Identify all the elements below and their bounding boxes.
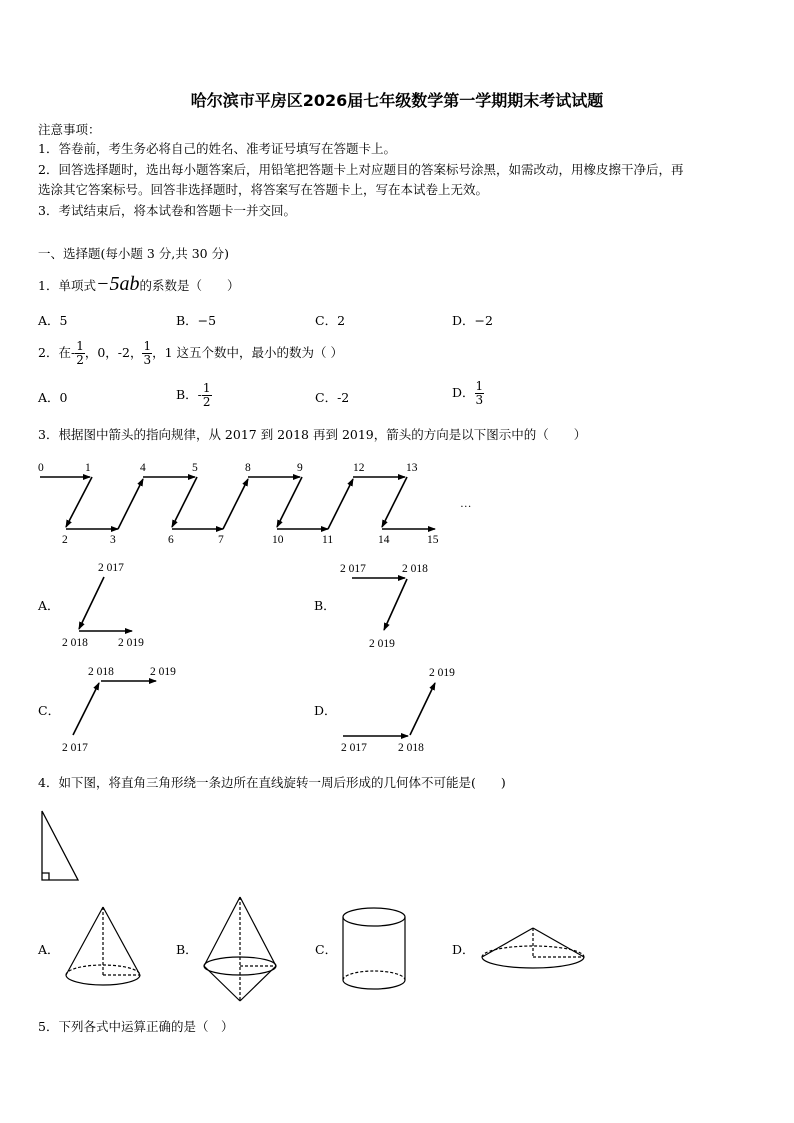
section-heading: 一、选择题(每小题 3 分,共 30 分) [38,246,229,261]
arrow-pattern-figure [40,477,435,529]
q1-suffix: 的系数是（ ） [139,278,240,293]
pattern-ellipsis: … [460,498,472,510]
label-13: 13 [406,462,418,474]
label-3: 3 [110,534,116,546]
question-5: 5．下列各式中运算正确的是（ ） [38,1019,234,1034]
notice-item-2: 2．回答选择题时，选出每小题答案后，用铅笔把答题卡上对应题目的答案标号涂黑，如需改动，用橡皮擦干净后，再 [38,162,684,177]
d-2018: 2 018 [398,742,424,754]
c-2019: 2 019 [150,666,176,678]
q4-option-a-label: A． [38,942,60,957]
q1-option-d: D．−2 [452,313,493,328]
a-2018: 2 018 [62,637,88,649]
q1-option-a: A．5 [38,313,68,328]
a-2019: 2 019 [118,637,144,649]
q2-mid: ，0，-2， [84,345,143,360]
notice-item-2-cont: 选涂其它答案标号。回答非选择题时，将答案写在答题卡上，写在本试卷上无效。 [38,182,489,197]
q2-fraction-2: $\frac{1}{3}$ [143,339,152,367]
d-2019: 2 019 [429,667,455,679]
q3-option-b-figure [340,563,428,650]
label-0: 0 [38,462,44,474]
q1-option-c: C．2 [315,313,346,328]
right-triangle-figure [42,811,78,880]
pattern-top-labels [38,462,418,474]
notice-item-1: 1．答卷前，考生务必将自己的姓名、准考证号填写在答题卡上。 [38,141,396,156]
q3-option-b-label: B． [314,598,336,613]
c-2017: 2 017 [62,742,88,754]
q4-option-b-label: B． [176,942,198,957]
b-2017: 2 017 [340,563,366,575]
label-5: 5 [192,462,198,474]
c-2018: 2 018 [88,666,114,678]
q3-option-d-figure [341,667,455,754]
b-2018: 2 018 [402,563,428,575]
q1-option-b: B．−5 [176,313,217,328]
label-4: 4 [140,462,146,474]
label-12: 12 [353,462,365,474]
label-2: 2 [62,534,68,546]
label-9: 9 [297,462,303,474]
q4-option-c-label: C． [315,942,338,957]
q2-prefix: 2．在- [38,345,76,360]
q2-option-a: A．0 [38,390,68,405]
q1-expression: −5ab [95,273,140,295]
q2-option-b: B．- $\frac{1}{2}$ [176,381,211,409]
a-2017: 2 017 [98,562,124,574]
label-1: 1 [85,462,91,474]
label-15: 15 [427,534,439,546]
double-cone-figure [204,897,276,1001]
q2-suffix: ，1 这五个数中，最小的数为（ ） [152,345,344,360]
label-11: 11 [322,534,334,546]
question-4: 4．如下图，将直角三角形绕一条边所在直线旋转一周后形成的几何体不可能是( ) [38,775,506,790]
label-14: 14 [378,534,390,546]
label-6: 6 [168,534,174,546]
q3-option-a-label: A． [38,598,60,613]
label-10: 10 [272,534,284,546]
q3-option-d-label: D． [314,703,337,718]
notice-item-3: 3．考试结束后，将本试卷和答题卡一并交回。 [38,203,296,218]
label-7: 7 [218,534,224,546]
q4-option-d-label: D． [452,942,475,957]
q2-option-d: D． $\frac{1}{3}$ [452,379,484,407]
q1-prefix: 1．单项式 [38,278,96,293]
page-title: 哈尔滨市平房区2026届七年级数学第一学期期末考试试题 [190,91,604,110]
label-8: 8 [245,462,251,474]
q3-option-c-figure [62,666,176,754]
flat-cone-figure [482,928,584,968]
q2-option-c: C．-2 [315,390,350,405]
d-2017: 2 017 [341,742,367,754]
b-2019: 2 019 [369,638,395,650]
cone-figure [66,907,140,985]
question-3: 3．根据图中箭头的指向规律，从 2017 到 2018 再到 2019，箭头的方向是以下图示中的（ ） [38,427,587,442]
q3-option-a-figure [62,562,144,649]
cylinder-figure [343,908,405,989]
q2-fraction-1: $\frac{1}{2}$ [76,339,84,367]
notice-heading: 注意事项： [38,122,101,137]
q3-option-c-label: C． [38,703,61,718]
pattern-bottom-labels [62,534,439,546]
